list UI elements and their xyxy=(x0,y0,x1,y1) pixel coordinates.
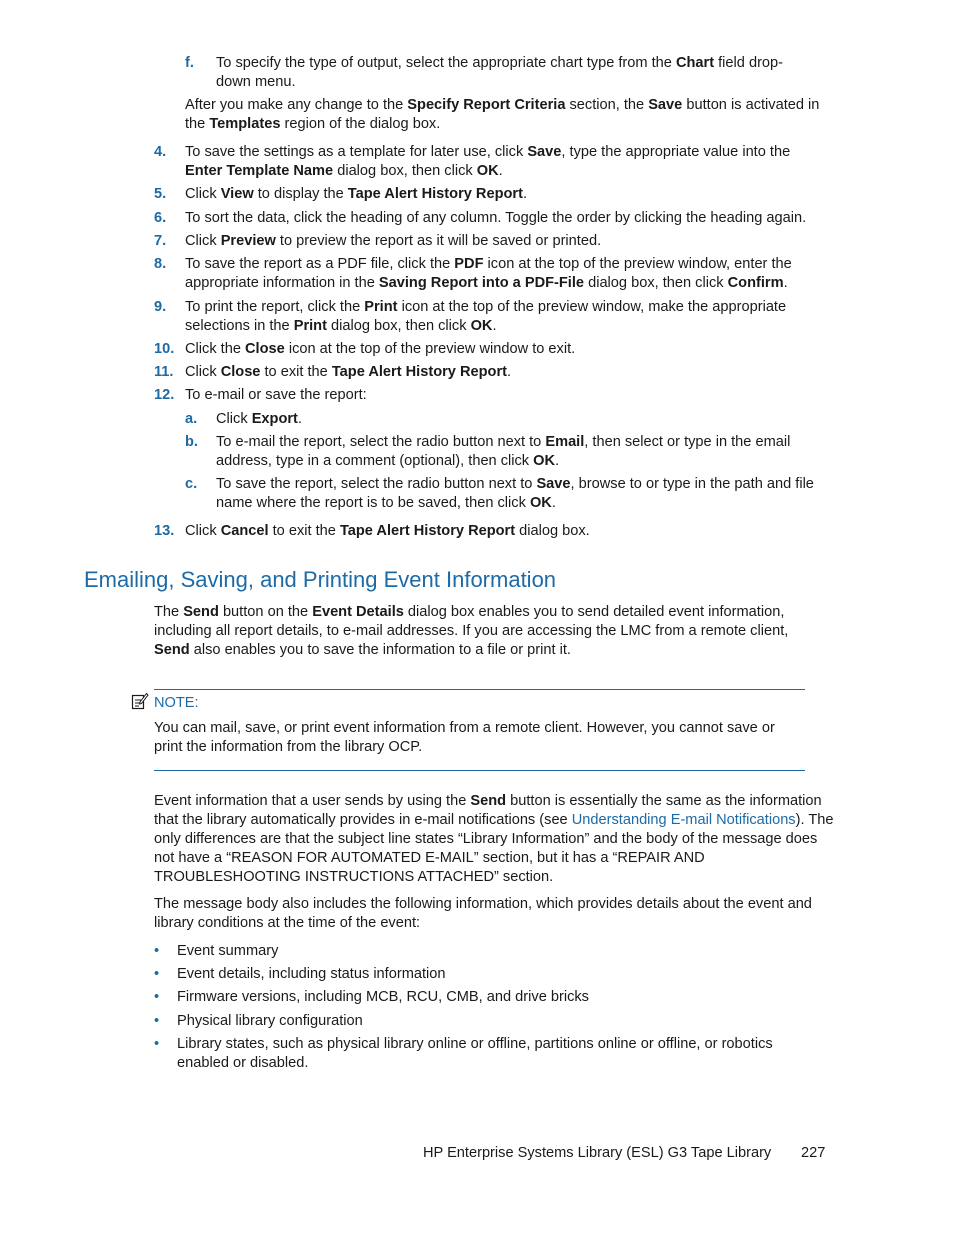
text-run: icon at the top of the preview window, make the appropriate selections in the xyxy=(185,299,787,334)
substep-b-text xyxy=(216,433,816,471)
bullet-item: Event summary xyxy=(177,943,279,959)
bold-run: OK xyxy=(476,163,499,179)
step-marker-8: 8. xyxy=(154,256,167,272)
step-5-text xyxy=(185,185,835,204)
text-run: icon at the top of the preview window, enter the appropriate information in the xyxy=(185,256,792,291)
understanding-email-notifications-link[interactable]: Understanding E-mail Notifications xyxy=(571,812,796,828)
text-run: also enables you to save the information to a file or print it. xyxy=(189,642,571,658)
step-4-text xyxy=(185,143,825,181)
bold-run: Tape Alert History Report xyxy=(347,186,523,202)
bold-run: Specify Report Criteria xyxy=(407,97,566,113)
bullet-item: Firmware versions, including MCB, RCU, CMB, and drive bricks xyxy=(177,989,589,1005)
text-run: , type the appropriate value into the xyxy=(561,144,791,160)
step-8-text xyxy=(185,255,825,293)
bold-run: Close xyxy=(220,364,261,380)
text-run: ). The only differences are that the subject line states “Library Information” and the body of the message does not have a “REASON FOR AUTOMATED E-MAIL” section, but it has a “REPAIR AND TROUBLESHOOTING INSTRUCTIONS ATTACHED” section. xyxy=(154,812,834,885)
text-run: icon at the top of the preview window to exit. xyxy=(284,341,576,357)
bold-run: Tape Alert History Report xyxy=(331,364,507,380)
bullet-dot-icon: • xyxy=(154,966,160,982)
text-run: field drop-down menu. xyxy=(216,55,784,90)
text-run: After you make any change to the xyxy=(185,97,408,113)
text-run: To e-mail the report, select the radio button next to xyxy=(216,434,546,450)
step-9-text xyxy=(185,298,825,336)
bold-run: Cancel xyxy=(220,523,269,539)
bold-run: Confirm xyxy=(727,275,784,291)
text-run: region of the dialog box. xyxy=(280,116,441,132)
step-marker-7: 7. xyxy=(154,233,167,249)
bullet-item: Physical library configuration xyxy=(177,1013,363,1029)
text-run: to display the xyxy=(253,186,348,202)
note-bottom-rule xyxy=(154,770,805,771)
text-run: Click xyxy=(185,364,221,380)
bold-run: Preview xyxy=(220,233,276,249)
bold-run: Enter Template Name xyxy=(185,163,334,179)
note-top-rule xyxy=(154,689,805,690)
text-run: dialog box. xyxy=(515,523,590,539)
step-7-text xyxy=(185,232,835,251)
bullet-dot-icon: • xyxy=(154,1036,160,1052)
step-marker-10: 10. xyxy=(154,341,175,357)
step-marker-5: 5. xyxy=(154,186,167,202)
step-f-followup xyxy=(185,96,835,134)
bold-run: Tape Alert History Report xyxy=(339,523,516,539)
bold-run: View xyxy=(220,186,254,202)
text-run: To specify the type of output, select the appropriate chart type from the xyxy=(216,55,676,71)
text-run: To save the settings as a template for later use, click xyxy=(185,144,528,160)
step-marker-12: 12. xyxy=(154,387,175,403)
text-run: . xyxy=(492,318,497,334)
bold-run: Save xyxy=(527,144,562,160)
text-run: . xyxy=(555,453,560,469)
text-run: Click xyxy=(185,186,221,202)
bold-run: Event Details xyxy=(312,604,404,620)
note-pencil-icon xyxy=(131,692,149,710)
note-label: NOTE: xyxy=(154,695,199,711)
bold-run: Export xyxy=(251,411,298,427)
footer-title: HP Enterprise Systems Library (ESL) G3 Tape Library xyxy=(423,1145,772,1161)
text-run: To e-mail or save the report: xyxy=(185,387,367,403)
substep-marker-c: c. xyxy=(185,476,198,492)
bold-run: PDF xyxy=(454,256,484,272)
text-run: Click xyxy=(216,411,252,427)
text-run: Click xyxy=(185,523,221,539)
text-run: dialog box, then click xyxy=(333,163,477,179)
bold-run: Saving Report into a PDF-File xyxy=(378,275,585,291)
step-6-text xyxy=(185,209,845,228)
text-run: . xyxy=(551,495,556,511)
text-run: To save the report, select the radio button next to xyxy=(216,476,537,492)
bullet-dot-icon: • xyxy=(154,1013,160,1029)
bold-run: Save xyxy=(536,476,571,492)
bold-run: OK xyxy=(529,495,552,511)
section-intro xyxy=(154,603,819,660)
step-f-text xyxy=(216,54,816,92)
text-run: , browse to or type in the path and file name where the report is to be saved, then click xyxy=(216,476,814,511)
bold-run: Chart xyxy=(675,55,715,71)
step-marker-9: 9. xyxy=(154,299,167,315)
text-run: section, the xyxy=(565,97,649,113)
bullet-item: Library states, such as physical library online or offline, partitions online or offline, or robotics enabled or disabled. xyxy=(177,1036,773,1071)
text-run: button on the xyxy=(218,604,313,620)
text-run: button is essentially the same as the information that the library automatically provides in e-mail notifications (see xyxy=(154,793,822,828)
text-run: dialog box enables you to send detailed event information, including all report details, to e-mail addresses. If you are accessing the LMC from a remote client, xyxy=(154,604,789,639)
bold-run: Send xyxy=(183,604,219,620)
section-heading: Emailing, Saving, and Printing Event Information xyxy=(84,567,557,592)
bold-run: OK xyxy=(470,318,493,334)
text-run: . xyxy=(506,364,512,380)
substep-marker-a: a. xyxy=(185,411,198,427)
bold-run: Send xyxy=(470,793,507,809)
text-run: Event information that a user sends by using the xyxy=(154,793,471,809)
step-marker-11: 11. xyxy=(154,364,174,380)
text-run: . xyxy=(297,411,302,427)
text-run: Click xyxy=(185,233,221,249)
text-run: button is activated in the xyxy=(185,97,820,132)
step-marker-4: 4. xyxy=(154,144,167,160)
bullet-dot-icon: • xyxy=(154,989,160,1005)
text-run: to preview the report as it will be saved or printed. xyxy=(275,233,602,249)
bold-run: Print xyxy=(293,318,327,334)
bold-run: Print xyxy=(364,299,398,315)
text-run: Click the xyxy=(185,341,246,357)
text-run: To save the report as a PDF file, click the xyxy=(185,256,455,272)
text-run: to exit the xyxy=(268,523,340,539)
page-number: 227 xyxy=(801,1145,826,1161)
section-paragraph-3: The message body also includes the following information, which provides details about the event and library conditions at the time of the event: xyxy=(154,896,812,931)
section-paragraph-2 xyxy=(154,792,834,887)
step-marker-f: f. xyxy=(185,55,194,71)
bold-run: Email xyxy=(545,434,585,450)
substep-marker-b: b. xyxy=(185,434,198,450)
text-run: The xyxy=(154,604,184,620)
bullet-dot-icon: • xyxy=(154,943,160,959)
text-run: . xyxy=(783,275,788,291)
substep-c-text xyxy=(216,475,816,513)
step-11-text xyxy=(185,363,835,382)
bold-run: Close xyxy=(245,341,285,357)
step-13-text xyxy=(185,522,835,541)
step-marker-13: 13. xyxy=(154,523,175,539)
text-run: . xyxy=(498,163,503,179)
text-run: To print the report, click the xyxy=(185,299,365,315)
bold-run: Save xyxy=(648,97,683,113)
step-10-text xyxy=(185,340,835,359)
text-run: , then select or type in the email address, type in a comment (optional), then click xyxy=(216,434,791,469)
step-marker-6: 6. xyxy=(154,210,167,226)
step-12-text xyxy=(185,386,835,405)
text-run: dialog box, then click xyxy=(584,275,728,291)
text-run: to exit the xyxy=(260,364,332,380)
text-run: . xyxy=(522,186,528,202)
substep-a-text xyxy=(216,410,816,429)
note-text: You can mail, save, or print event information from a remote client. However, you cannot save or print the information from the library OCP. xyxy=(154,720,775,755)
bold-run: OK xyxy=(533,453,556,469)
bullet-item: Event details, including status information xyxy=(177,966,446,982)
bold-run: Templates xyxy=(209,116,281,132)
text-run: To sort the data, click the heading of any column. Toggle the order by clicking the heading again. xyxy=(185,210,807,226)
text-run: dialog box, then click xyxy=(326,318,471,334)
bold-run: Send xyxy=(154,642,190,658)
